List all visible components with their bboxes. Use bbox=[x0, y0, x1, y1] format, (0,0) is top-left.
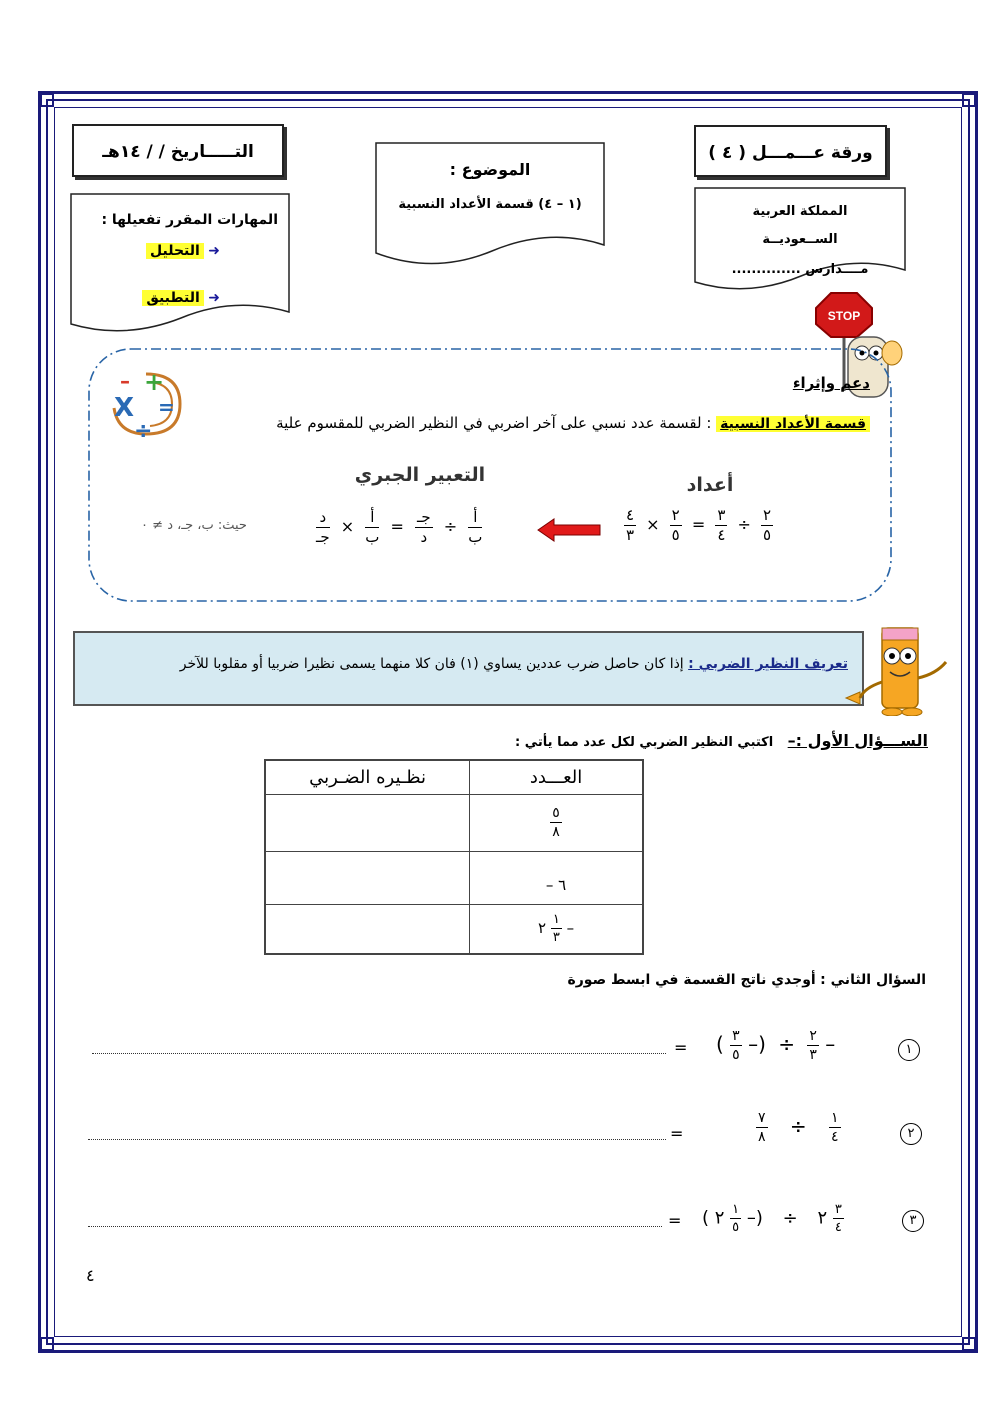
col-reciprocal-header: نظـيره الضـربي bbox=[265, 760, 470, 794]
svg-text:+: + bbox=[144, 368, 165, 396]
frac-denominator: ٥ bbox=[671, 526, 680, 544]
frac-denominator: ب bbox=[468, 528, 483, 546]
frac-denominator: ب bbox=[365, 528, 380, 546]
number-cell bbox=[470, 904, 643, 954]
svg-text:X: X bbox=[114, 393, 135, 423]
frac-numerator: ٥ bbox=[552, 805, 560, 821]
frac-denominator: ٣ bbox=[809, 1047, 817, 1063]
pencil-character-icon bbox=[842, 622, 954, 716]
frac-numerator: أ bbox=[365, 510, 379, 528]
frac-denominator: د bbox=[420, 528, 428, 546]
answer-cell[interactable] bbox=[265, 794, 470, 851]
answer-cell[interactable] bbox=[265, 851, 470, 904]
question2-heading bbox=[520, 972, 926, 988]
frac-denominator: ٣ bbox=[552, 930, 560, 946]
integer-value: – ٦ bbox=[545, 875, 567, 894]
definition-term: تعريف النظير الضربي : bbox=[688, 656, 848, 672]
skill-item bbox=[110, 290, 220, 306]
kingdom-line-1: المملكة العربية bbox=[752, 204, 848, 219]
answer-line[interactable] bbox=[88, 1139, 666, 1140]
worksheet-title: ورقة عـــمـــل ( ٤ ) bbox=[708, 143, 873, 163]
mixed-whole: ٢ bbox=[817, 1207, 828, 1229]
problem-number-label: ٣ bbox=[902, 1210, 924, 1232]
svg-text:÷: ÷ bbox=[134, 419, 153, 442]
problem-number bbox=[898, 1038, 920, 1061]
problem-number bbox=[900, 1122, 922, 1145]
number-cell bbox=[470, 851, 643, 904]
question1-title: الســـؤال الأول :– bbox=[787, 731, 928, 750]
topic-label: الموضوع : bbox=[449, 160, 531, 179]
topic-value: (١ – ٤) قسمة الأعداد النسبية bbox=[398, 197, 582, 212]
date-label: التـــــاريخ / / ١٤هـ bbox=[102, 142, 254, 162]
corner-ornament bbox=[962, 93, 976, 107]
skills-title: المهارات المقرر تفعيلها : bbox=[101, 212, 278, 228]
skill-label: التحليل bbox=[146, 243, 204, 259]
condition-text: حيث: ب، جـ، د ≠ ٠ bbox=[141, 518, 247, 533]
equals-sign: = bbox=[668, 1211, 682, 1230]
problem-number-label: ١ bbox=[898, 1039, 920, 1061]
frac-numerator: ٢ bbox=[671, 506, 680, 524]
skill-item bbox=[110, 243, 220, 259]
numbers-label: أعداد bbox=[686, 474, 734, 496]
frac-numerator: أ bbox=[468, 510, 482, 528]
stop-sign-text: STOP bbox=[827, 309, 861, 323]
skill-label: التطبيق bbox=[142, 290, 203, 306]
rule-line bbox=[188, 414, 870, 432]
problem-number bbox=[902, 1209, 924, 1232]
definition-text: إذا كان حاصل ضرب عددين يساوي (١) فان كلا منهما يسمى نظيرا ضربيا أو مقلوبا للآخر bbox=[179, 656, 684, 672]
frac-numerator: ٣ bbox=[834, 1202, 842, 1217]
corner-ornament bbox=[40, 93, 54, 107]
frac-denominator: جـ bbox=[316, 528, 330, 546]
equals-sign: = bbox=[674, 1038, 688, 1057]
worksheet-title-box bbox=[694, 125, 887, 177]
table-row bbox=[265, 851, 643, 904]
math-symbols-icon bbox=[106, 366, 186, 442]
kingdom-line-2: الســعوديــة bbox=[762, 232, 838, 247]
problem-2-expression: $\frac{٧}{٨}$ ÷ $\frac{١}{٤}$ bbox=[758, 1110, 839, 1145]
reciprocal-table bbox=[264, 759, 644, 955]
frac-numerator: ٤ bbox=[626, 506, 635, 524]
mixed-whole: ٢ bbox=[714, 1207, 725, 1229]
equals-sign: = bbox=[670, 1124, 684, 1143]
col-number-header: العـــدد bbox=[470, 760, 643, 794]
svg-text:=: = bbox=[158, 395, 175, 419]
minus-sign: – bbox=[566, 919, 575, 938]
frac-denominator: ٤ bbox=[831, 1129, 839, 1145]
answer-line[interactable] bbox=[88, 1226, 662, 1227]
frac-denominator: ٤ bbox=[717, 526, 726, 544]
question2-prompt: أوجدي ناتج القسمة في ابسط صورة bbox=[567, 972, 816, 988]
kingdom-line-3: مــــدارس .............. bbox=[731, 262, 869, 277]
frac-numerator: ١ bbox=[831, 1110, 839, 1126]
frac-numerator: ٣ bbox=[717, 506, 726, 524]
corner-ornament bbox=[40, 1337, 54, 1351]
frac-denominator: ٨ bbox=[552, 824, 560, 840]
table-row bbox=[265, 904, 643, 954]
algebraic-example: $\frac{\text{د}}{\text{جـ}}$ × $\frac{\text{أ}}{\text{ب}}$ = $\frac{\text{جـ}}{\text{د}}$ ÷ $\frac{\text{أ}}{\text{ب}}$ bbox=[316, 508, 483, 546]
arrow-bullet-icon: ➜ bbox=[208, 290, 220, 306]
algebraic-label: التعبير الجبري bbox=[354, 464, 486, 486]
arrow-bullet-icon: ➜ bbox=[208, 243, 220, 259]
problem-1-expression: ( $\frac{٣}{٥}$ –) ÷ $\frac{٢}{٣}$ – bbox=[716, 1028, 836, 1063]
frac-numerator: ٢ bbox=[762, 506, 772, 524]
question2-title: السؤال الثاني : bbox=[820, 972, 926, 988]
number-cell bbox=[470, 794, 643, 851]
red-arrow-icon bbox=[536, 516, 602, 544]
table-row bbox=[265, 794, 643, 851]
frac-denominator: ٣ bbox=[626, 526, 635, 544]
rule-text: : لقسمة عدد نسبي على آخر اضربي في النظير الضربي للمقسوم علية bbox=[276, 414, 717, 432]
frac-numerator: ١ bbox=[552, 912, 560, 928]
frac-denominator: ٥ bbox=[762, 526, 772, 544]
frac-denominator: ٥ bbox=[732, 1220, 740, 1235]
frac-numerator: ٢ bbox=[809, 1028, 817, 1044]
definition-line bbox=[92, 656, 848, 672]
frac-numerator: د bbox=[316, 510, 330, 528]
frac-denominator: ٤ bbox=[834, 1220, 842, 1235]
frac-numerator: ٣ bbox=[732, 1028, 740, 1044]
page-number: ٤ bbox=[86, 1266, 95, 1285]
frac-numerator: ٧ bbox=[758, 1110, 766, 1126]
question1-heading bbox=[468, 731, 928, 750]
numeric-example: $\frac{٤}{٣}$ × $\frac{٢}{٥}$ = $\frac{٣}{٤}$ ÷ $\frac{٢}{٥}$ bbox=[626, 506, 772, 544]
date-box bbox=[72, 124, 284, 177]
frac-denominator: ٨ bbox=[758, 1129, 766, 1145]
answer-line[interactable] bbox=[92, 1053, 666, 1054]
problem-3-expression: ( ٢ $\frac{١}{٥}$ –) ÷ ٢ $\frac{٣}{٤}$ bbox=[702, 1202, 842, 1235]
mixed-whole: ٢ bbox=[537, 919, 547, 938]
table-header-row bbox=[265, 760, 643, 794]
corner-ornament bbox=[962, 1337, 976, 1351]
problem-number-label: ٢ bbox=[900, 1123, 922, 1145]
svg-text:–: – bbox=[120, 369, 130, 393]
enrichment-title: دعم وإثراء bbox=[792, 374, 870, 392]
frac-numerator: جـ bbox=[416, 508, 431, 526]
frac-denominator: ٥ bbox=[732, 1047, 740, 1063]
question1-prompt: اكتبي النظير الضربي لكل عدد مما يأتي : bbox=[515, 735, 774, 750]
rule-term: قسمة الأعداد النسبية bbox=[716, 416, 870, 432]
answer-cell[interactable] bbox=[265, 904, 470, 954]
frac-numerator: ١ bbox=[732, 1202, 740, 1217]
